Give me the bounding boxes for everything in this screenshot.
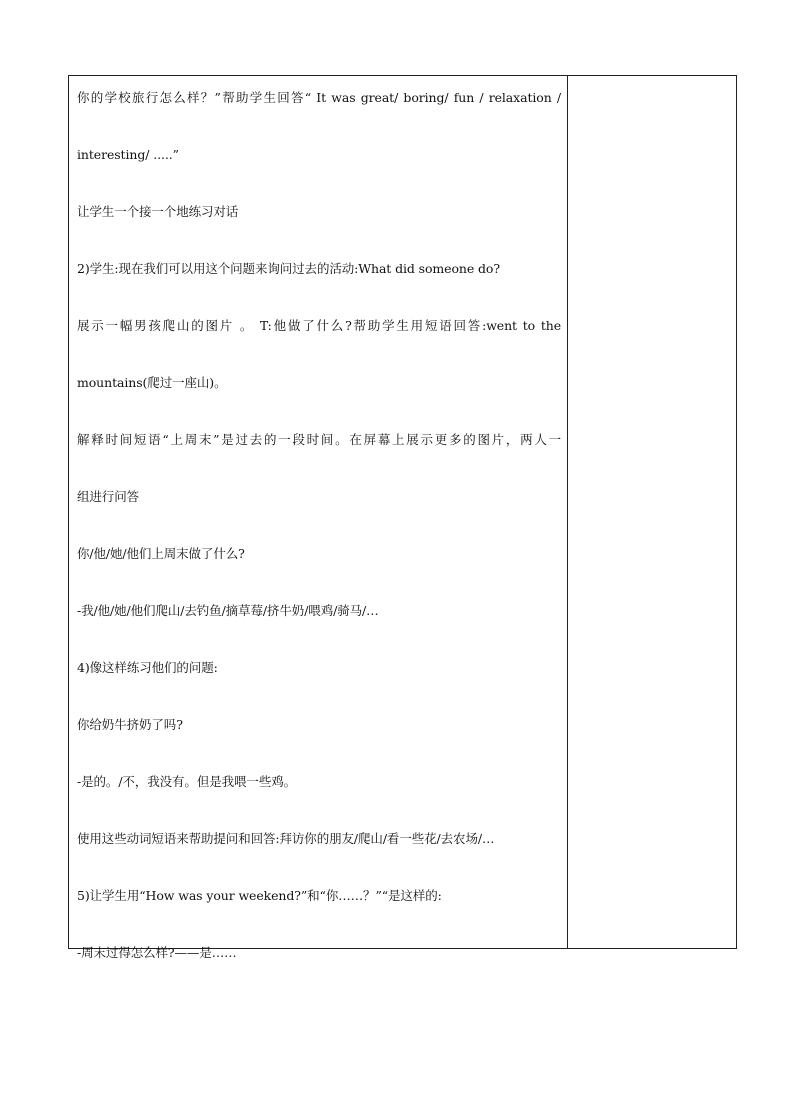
text-line: -我/他/她/他们爬山/去钓鱼/摘草莓/挤牛奶/喂鸡/骑马/…	[77, 603, 379, 618]
lesson-table	[68, 75, 737, 960]
text-line: -是的。/不，我没有。但是我喂一些鸡。	[77, 774, 297, 789]
text-line: interesting/ .....”	[77, 147, 179, 162]
text-line: 2)学生:现在我们可以用这个问题来询问过去的活动:What did someone do?	[77, 261, 500, 276]
text-line: 解释时间短语“上周末”是过去的一段时间。在屏幕上展示更多的图片，两人一	[77, 432, 561, 447]
text-line: mountains(爬过一座山)。	[77, 375, 227, 390]
text-line: 展示一幅男孩爬山的图片 。 T:他做了什么?帮助学生用短语回答:went to the	[77, 318, 561, 333]
lesson-content-cell	[69, 76, 568, 960]
text-line: 让学生一个接一个地练习对话	[77, 204, 239, 219]
text-line: 组进行问答	[77, 489, 140, 504]
text-line: 你的学校旅行怎么样？”帮助学生回答“ It was great/ boring/ fun / relaxation /	[77, 90, 561, 105]
text-line: 你给奶牛挤奶了吗?	[77, 717, 183, 732]
text-line: 你/他/她/他们上周末做了什么?	[77, 546, 245, 561]
text-line: 5)让学生用“How was your weekend?”和“你……？”“是这样的:	[77, 888, 442, 903]
text-line: 4)像这样练习他们的问题:	[77, 660, 218, 675]
text-line: -周末过得怎么样?——是……	[77, 945, 237, 960]
text-line: 使用这些动词短语来帮助提问和回答:拜访你的朋友/爬山/看一些花/去农场/…	[77, 831, 495, 846]
notes-cell	[568, 76, 736, 948]
